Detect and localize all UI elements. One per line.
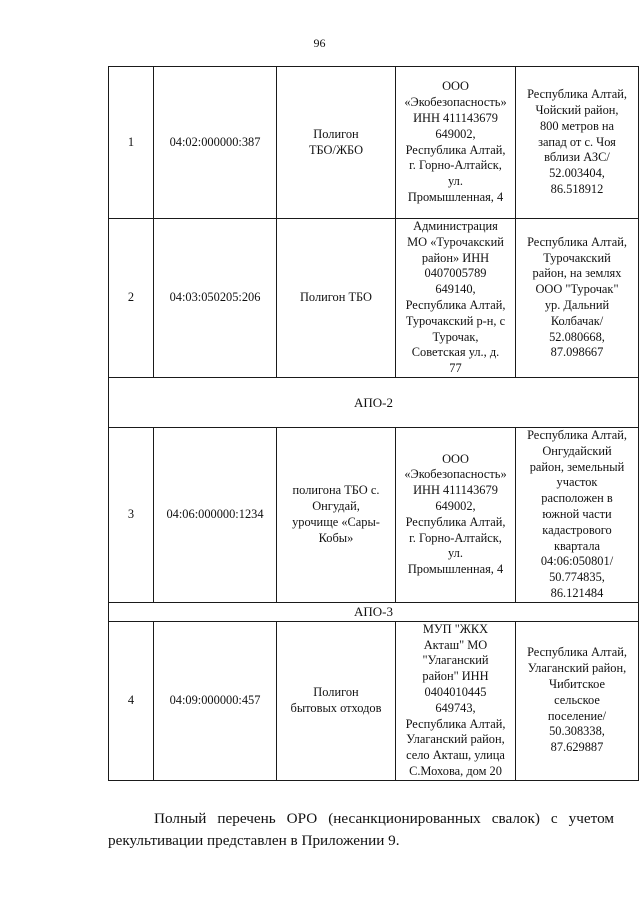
page-number: 96 [313, 36, 326, 50]
location-cell: Республика Алтай, Онгудайский район, земельный участок расположен в южной части кадастрового квартала 04:06:050801/ 50.774835, 86.121484 [516, 427, 639, 602]
landfill-table [108, 66, 639, 781]
object-name-cell: Полигон бытовых отходов [277, 621, 396, 780]
cadastral-number-cell: 04:09:000000:457 [154, 621, 277, 780]
paragraph-line: Полный перечень ОРО (несанкционированных свалок) с учетом [154, 810, 614, 827]
section-row [109, 377, 639, 427]
section-row [109, 602, 639, 621]
cadastral-number-cell: 04:02:000000:387 [154, 67, 277, 219]
cadastral-number-cell: 04:03:050205:206 [154, 219, 277, 378]
section-label: АПО-2 [109, 377, 639, 427]
row-number-cell: 2 [109, 219, 154, 378]
row-number-cell: 4 [109, 621, 154, 780]
paragraph-line: рекультивации представлен в Приложении 9. [108, 832, 400, 849]
row-number-cell: 1 [109, 67, 154, 219]
owner-cell: Администрация МО «Турочакский район» ИНН 0407005789 649140, Республика Алтай, Турочакский р-н, с Турочак, Советская ул., д. 77 [396, 219, 516, 378]
owner-cell: ООО «Экобезопасность» ИНН 411143679 649002, Республика Алтай, г. Горно-Алтайск, ул. Промышленная, 4 [396, 427, 516, 602]
location-cell: Республика Алтай, Турочакский район, на землях ООО "Турочак" ур. Дальний Колбачак/ 52.080668, 87.098667 [516, 219, 639, 378]
location-cell: Республика Алтай, Чойский район, 800 метров на запад от с. Чоя вблизи АЗС/ 52.003404, 86.518912 [516, 67, 639, 219]
row-number-cell: 3 [109, 427, 154, 602]
table-row [109, 67, 639, 219]
section-label: АПО-3 [109, 602, 639, 621]
summary-paragraph [108, 808, 614, 852]
object-name-cell: Полигон ТБО/ЖБО [277, 67, 396, 219]
location-cell: Республика Алтай, Улаганский район, Чибитское сельское поселение/ 50.308338, 87.629887 [516, 621, 639, 780]
cadastral-number-cell: 04:06:000000:1234 [154, 427, 277, 602]
table-row [109, 219, 639, 378]
table-row [109, 621, 639, 780]
owner-cell: МУП "ЖКХ Акташ" МО "Улаганский район" ИНН 0404010445 649743, Республика Алтай, Улаганский район, село Акташ, улица С.Мохова, дом 20 [396, 621, 516, 780]
object-name-cell: полигона ТБО с. Онгудай, урочище «Сары- Кобы» [277, 427, 396, 602]
table-row [109, 427, 639, 602]
object-name-cell: Полигон ТБО [277, 219, 396, 378]
owner-cell: ООО «Экобезопасность» ИНН 411143679 649002, Республика Алтай, г. Горно-Алтайск, ул. Промышленная, 4 [396, 67, 516, 219]
